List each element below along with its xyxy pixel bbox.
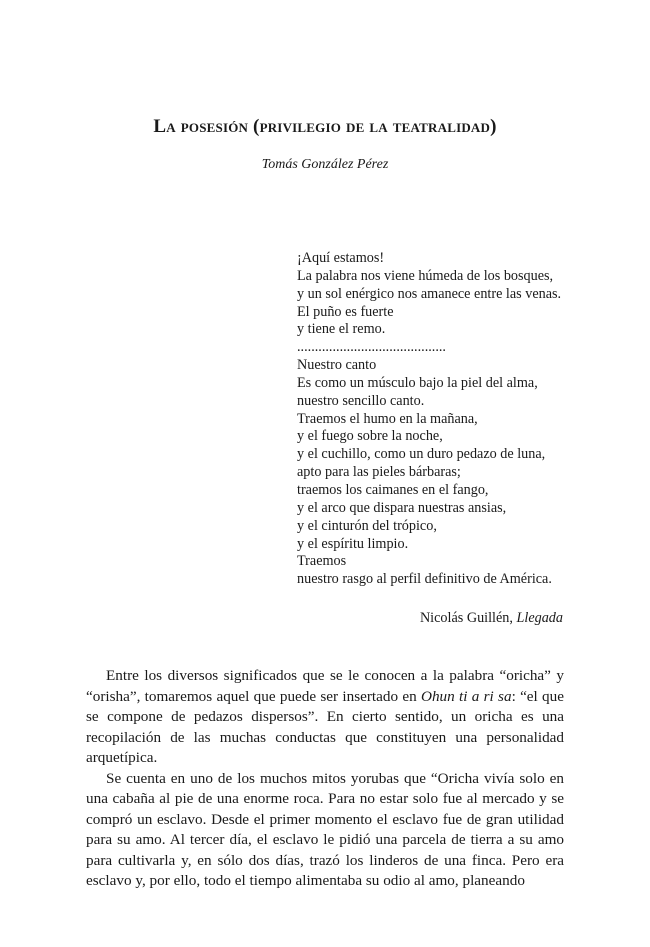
poem-line: y el fuego sobre la noche, bbox=[297, 428, 443, 445]
poem-line: y tiene el remo. bbox=[297, 321, 386, 338]
poem-line: El puño es fuerte bbox=[297, 303, 394, 320]
paragraph bbox=[86, 666, 564, 769]
attribution-author: Nicolás Guillén, bbox=[419, 610, 513, 626]
paragraph-text: : “el que se compone de pedazos dispersos”. En cierto sentido, un oricha es una recopilación de las muchas conductas que constituyen una personalidad arquetípica. bbox=[86, 687, 564, 766]
attribution-work: Llegada bbox=[516, 610, 563, 626]
poem-line: y el cinturón del trópico, bbox=[297, 517, 437, 534]
chapter-title: La posesión (privilegio de la teatralidad) bbox=[153, 116, 497, 137]
poem-line: Nuestro canto bbox=[297, 357, 377, 374]
poem-line: y un sol enérgico nos amanece entre las venas. bbox=[297, 285, 562, 302]
poem-line: y el cuchillo, como un duro pedazo de luna, bbox=[297, 446, 546, 463]
paragraph-italic-term: Ohun ti a ri sa bbox=[420, 687, 512, 705]
epigraph-attribution bbox=[300, 609, 563, 627]
chapter-author: Tomás González Pérez bbox=[261, 157, 389, 172]
poem-line: apto para las pieles bárbaras; bbox=[297, 464, 461, 481]
poem-ellipsis-line: .......................................... bbox=[297, 339, 446, 356]
paragraph-text: Entre los diversos significados que se le conocen a la palabra “oricha” y “orisha”, tomaremos aquel que puede ser insertado en bbox=[86, 667, 564, 705]
poem-line: ¡Aquí estamos! bbox=[297, 250, 385, 266]
poem-line: nuestro rasgo al perfil definitivo de América. bbox=[297, 571, 552, 588]
poem-line: Traemos el humo en la mañana, bbox=[297, 410, 478, 427]
poem-line: y el espíritu limpio. bbox=[297, 535, 409, 552]
poem-line: Traemos bbox=[297, 553, 347, 570]
poem-line: y el arco que dispara nuestras ansias, bbox=[297, 499, 507, 516]
body-text bbox=[86, 666, 564, 892]
poem-line: Es como un músculo bajo la piel del alma, bbox=[297, 374, 538, 391]
poem-line: La palabra nos viene húmeda de los bosques, bbox=[297, 267, 554, 284]
paragraph-text: Se cuenta en uno de los muchos mitos yorubas que “Oricha vivía solo en una cabaña al pie de una enorme roca. Para no estar solo fue al mercado y se compró un esclavo. Desde el primer momento el esclavo fue de gran utilidad para su amo. Al tercer día, el esclavo le pidió una parcela de tierra a su amo para cultivarla y, en sólo dos días, trazó los linderos de una finca. Pero era esclavo y, por ello, todo el tiempo alimentaba su odio al amo, planeando bbox=[86, 769, 564, 889]
epigraph-poem bbox=[297, 250, 577, 589]
poem-line: traemos los caimanes en el fango, bbox=[297, 481, 489, 498]
paragraph bbox=[86, 769, 564, 892]
poem-line: nuestro sencillo canto. bbox=[297, 392, 425, 409]
